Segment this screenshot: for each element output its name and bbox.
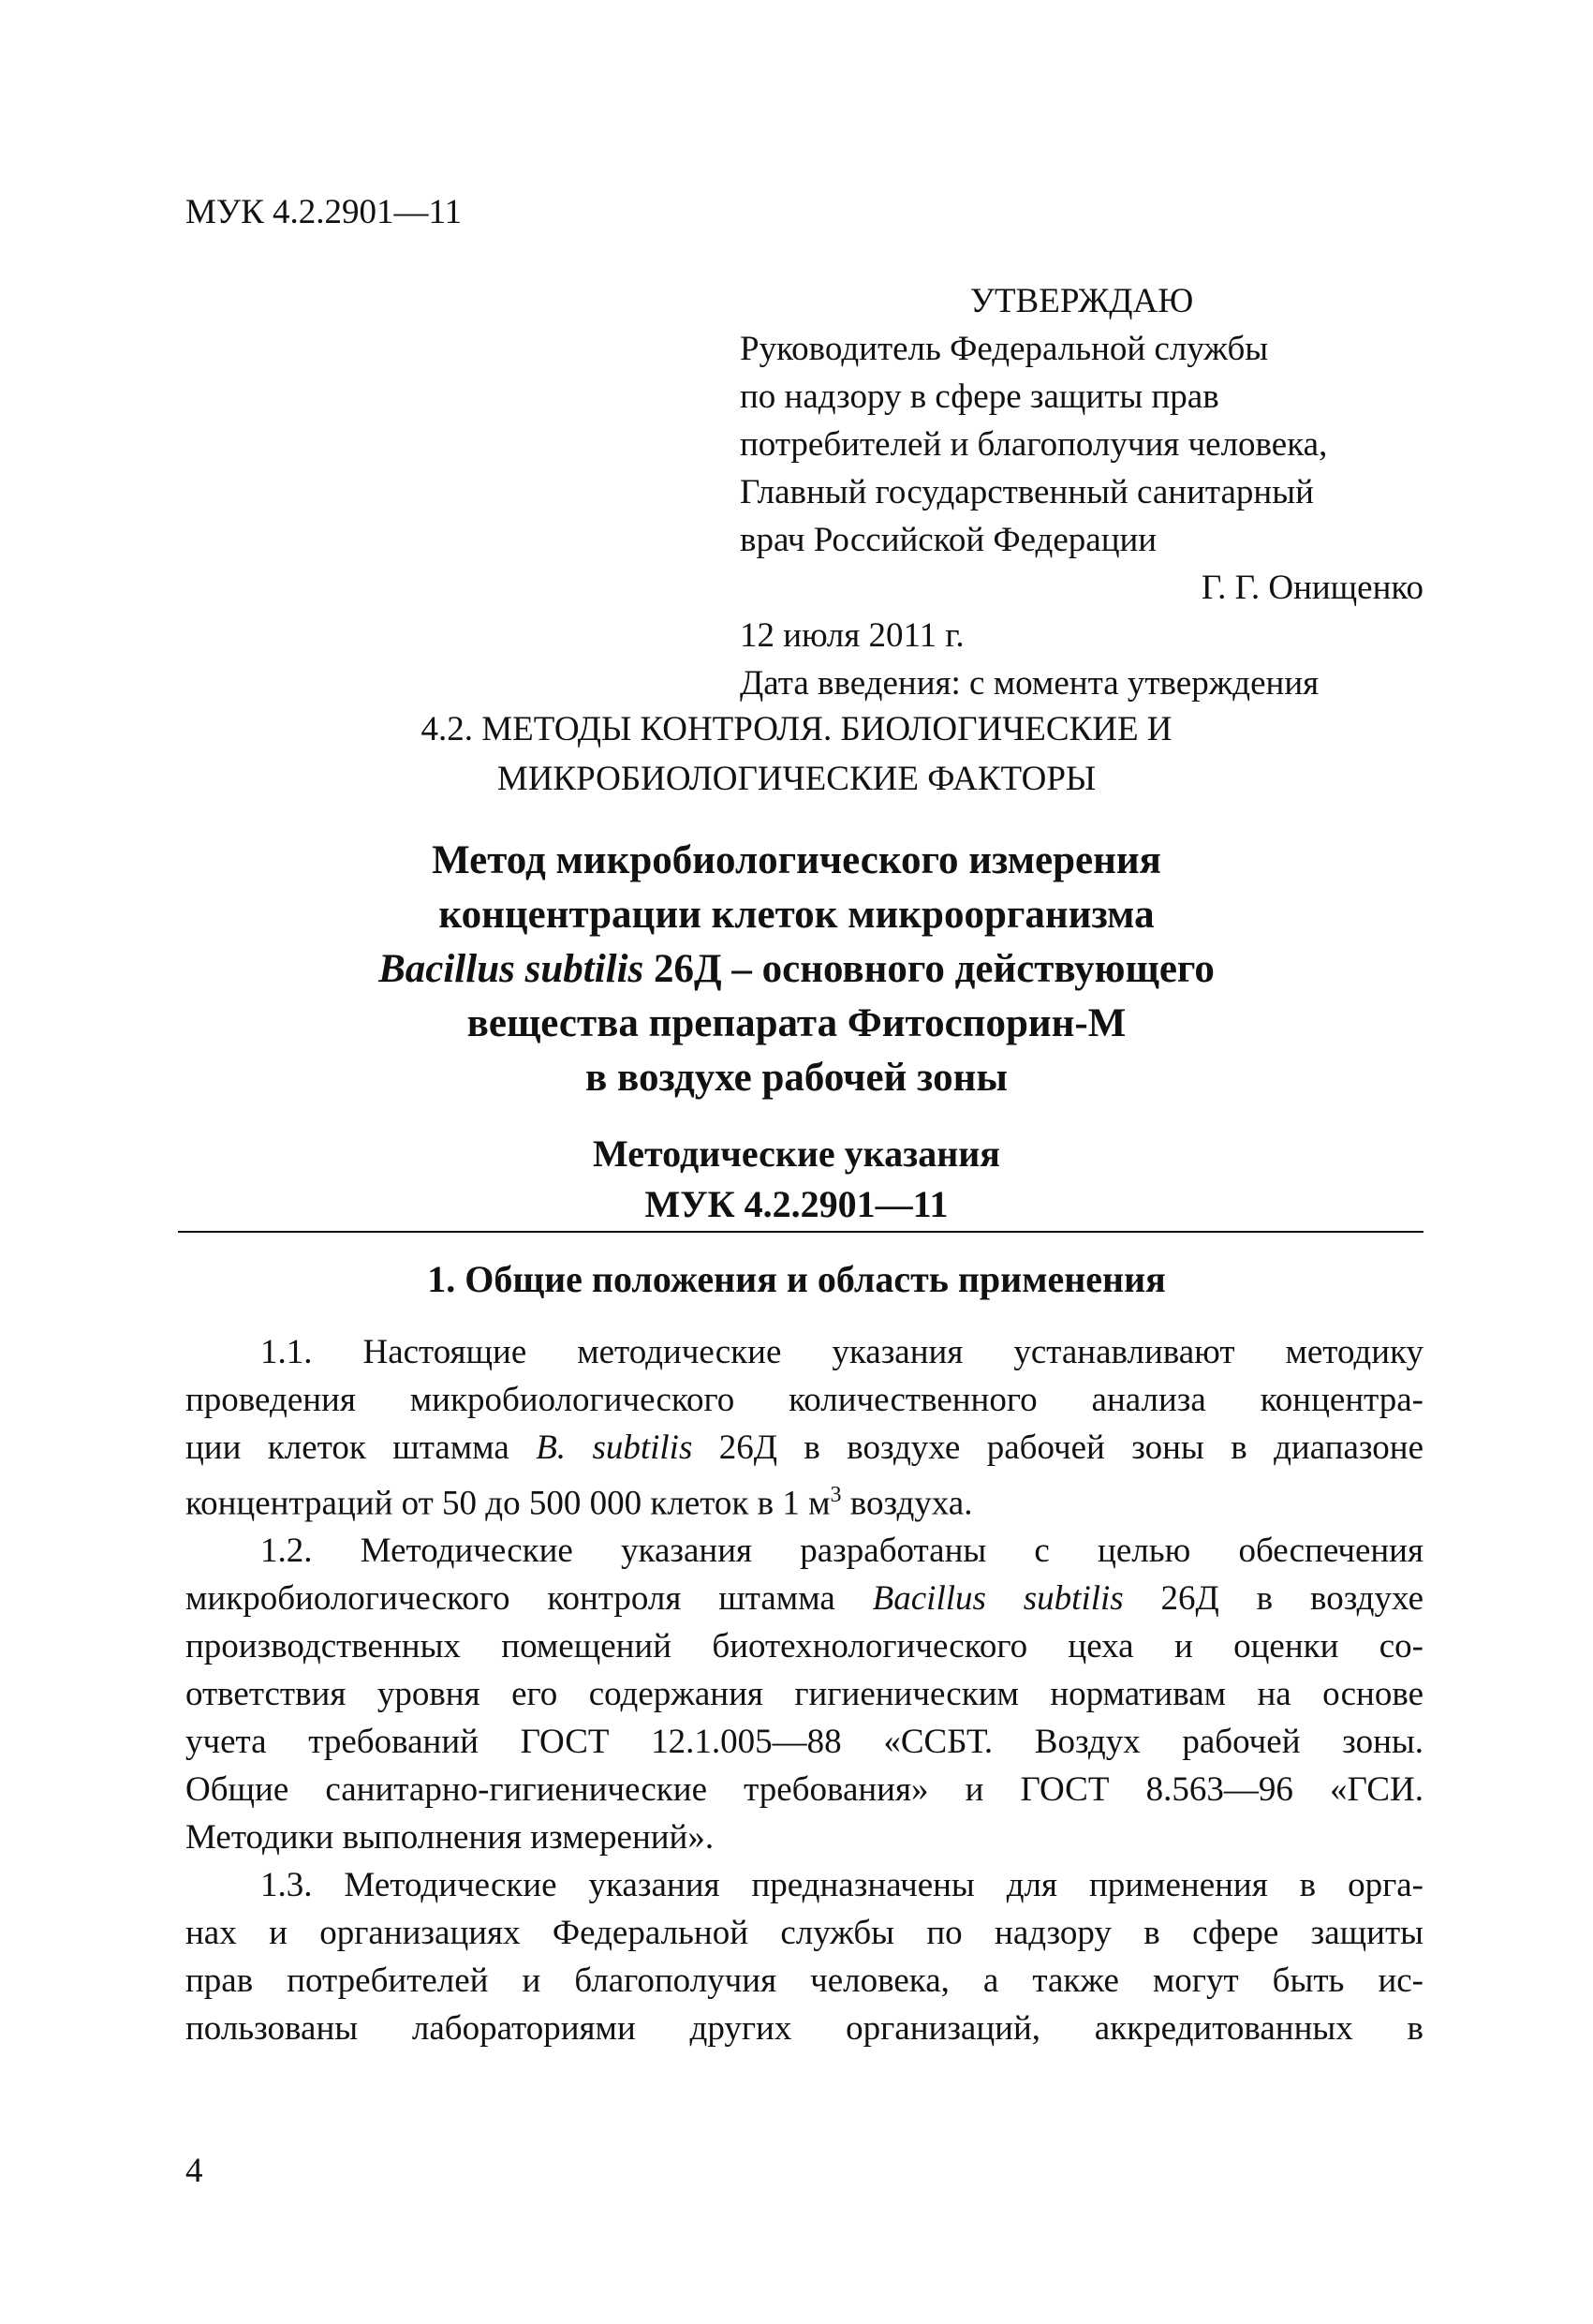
effective-date: Дата введения: с момента утверждения [740, 664, 1320, 703]
title-line: в воздухе рабочей зоны [585, 1056, 1008, 1100]
species-name: B. subtilis [536, 1428, 693, 1467]
superscript: 3 [830, 1483, 842, 1507]
title-line: Метод микробиологического измерения [432, 838, 1161, 882]
section-title [0, 704, 1593, 804]
text-line: производственных помещений биотехнологического цеха и оценки со- [185, 1627, 1423, 1666]
guidelines-code: МУК 4.2.2901—11 [644, 1183, 949, 1225]
guidelines-title [0, 1129, 1593, 1230]
text-line [185, 1575, 1423, 1622]
text-line [185, 1424, 1423, 1472]
text-line: ответствия уровня его содержания гигиеническим нормативам на основе [185, 1675, 1423, 1714]
approval-line: потребителей и благополучия человека, [740, 425, 1328, 464]
approval-line: Руководитель Федеральной службы [740, 330, 1269, 368]
species-name: Bacillus subtilis [872, 1579, 1124, 1619]
approval-line: Главный государственный санитарный [740, 473, 1314, 511]
paragraph-1-2 [185, 1527, 1423, 1861]
text-fragment: ции клеток штамма [185, 1428, 537, 1467]
section-title-line: 4.2. МЕТОДЫ КОНТРОЛЯ. БИОЛОГИЧЕСКИЕ И [420, 710, 1173, 748]
text-fragment: 26Д в воздухе рабочей зоны в диапазоне [692, 1428, 1423, 1467]
species-name: Bacillus subtilis [378, 947, 644, 991]
text-line: Методики выполнения измерений». [185, 1818, 715, 1858]
horizontal-rule [178, 1231, 1423, 1233]
text-line: 1.3. Методические указания предназначены для применения в орга- [260, 1866, 1423, 1905]
text-fragment: концентраций от 50 до 500 000 клеток в 1 м [185, 1484, 831, 1523]
approval-date: 12 июля 2011 г. [740, 616, 965, 655]
text-line: Общие санитарно-гигиенические требования» и ГОСТ 8.563—96 «ГСИ. [185, 1770, 1423, 1810]
text-line: 1.1. Настоящие методические указания устанавливают методику [260, 1333, 1423, 1371]
title-line: концентрации клеток микроорганизма [438, 893, 1155, 937]
title-line: вещества препарата Фитоспорин-М [466, 1001, 1127, 1045]
approval-heading: УТВЕРЖДАЮ [969, 282, 1194, 320]
title-line-rest: 26Д – основного действующего [643, 947, 1215, 991]
title-line [0, 942, 1593, 997]
approval-block [740, 277, 1423, 707]
chapter-heading: 1. Общие положения и область применения [427, 1258, 1166, 1300]
text-line: прав потребителей и благополучия человека, а также могут быть ис- [185, 1961, 1423, 2001]
paragraph-1-1 [185, 1328, 1423, 1527]
body-text [185, 1328, 1423, 2052]
text-fragment: 26Д в воздухе [1123, 1579, 1423, 1619]
text-line: пользованы лабораториями других организаций, аккредитованных в [185, 2009, 1423, 2049]
page-number: 4 [185, 2152, 203, 2190]
guidelines-label: Методические указания [593, 1132, 1000, 1175]
approval-signer: Г. Г. Онищенко [1201, 569, 1423, 607]
text-line: учета требований ГОСТ 12.1.005—88 «ССБТ. Воздух рабочей зоны. [185, 1723, 1423, 1762]
text-line: нах и организациях Федеральной службы по надзору в сфере защиты [185, 1914, 1423, 1953]
section-title-line: МИКРОБИОЛОГИЧЕСКИЕ ФАКТОРЫ [496, 760, 1097, 798]
text-fragment: микробиологического контроля штамма [185, 1579, 873, 1619]
approval-line: по надзору в сфере защиты прав [740, 377, 1219, 416]
approval-line: врач Российской Федерации [740, 521, 1158, 559]
paragraph-1-3 [185, 1861, 1423, 2052]
text-fragment: воздуха. [841, 1484, 973, 1523]
text-line: 1.2. Методические указания разработаны с целью обеспечения [260, 1532, 1423, 1571]
document-code: МУК 4.2.2901—11 [185, 193, 463, 231]
text-line: проведения микробиологического количественного анализа концентра- [185, 1381, 1423, 1419]
text-line [185, 1472, 1423, 1527]
document-title [0, 834, 1593, 1105]
